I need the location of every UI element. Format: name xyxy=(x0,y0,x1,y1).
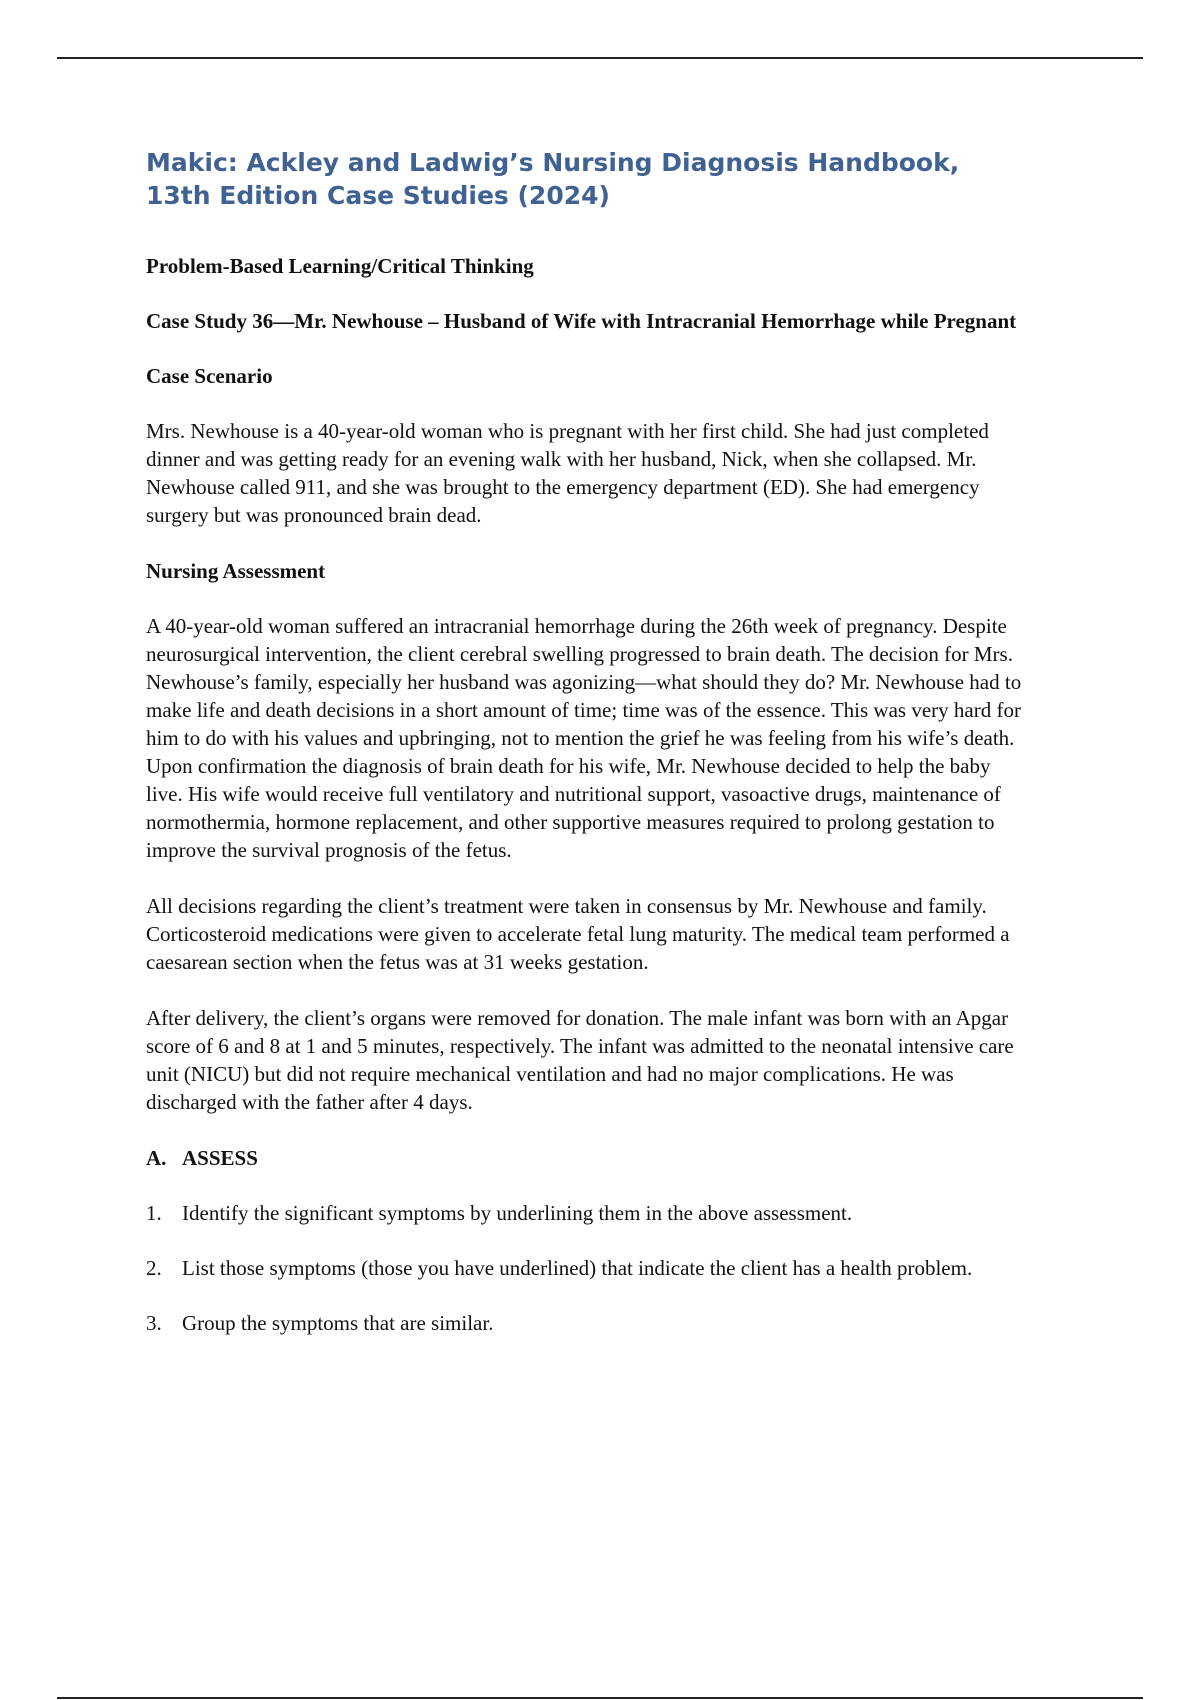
footer-rule xyxy=(57,1697,1143,1699)
document-page xyxy=(146,146,1026,1364)
task-list xyxy=(146,1199,1026,1337)
case-title: Case Study 36—Mr. Newhouse – Husband of Wife with Intracranial Hemorrhage while Pregnant xyxy=(146,309,1017,333)
list-item-number: 2. xyxy=(146,1256,162,1280)
assessment-heading: Nursing Assessment xyxy=(146,559,326,583)
section-marker: A. xyxy=(146,1146,167,1170)
list-item-number: 1. xyxy=(146,1201,162,1225)
scenario-paragraph: Mrs. Newhouse is a 40-year-old woman who is pregnant with her first child. She had just completed dinner and was getting ready for an evening walk with her husband, Nick, when she collapsed. Mr. Newhouse called 911, and she was brought to the emergency department (ED). She had emergency surgery but was pronounced brain dead. xyxy=(146,419,989,527)
assessment-paragraph: A 40-year-old woman suffered an intracranial hemorrhage during the 26th week of pregnancy. Despite neurosurgical intervention, the client cerebral swelling progressed to brain death. The decision for Mrs. Newhouse’s family, especially her husband was agonizing—what should they do? Mr. Newhouse had to make life and death decisions in a short amount of time; time was of the essence. This was very hard for him to do with his values and upbringing, not to mention the grief he was feeling from his wife’s death. Upon confirmation the diagnosis of brain death for his wife, Mr. Newhouse decided to help the baby live. His wife would receive full ventilatory and nutritional support, vasoactive drugs, maintenance of normothermia, hormone replacement, and other supportive measures required to prolong gestation to improve the survival prognosis of the fetus. xyxy=(146,614,1022,862)
header-rule xyxy=(57,57,1143,59)
list-item xyxy=(146,1254,1032,1282)
list-item-text: Group the symptoms that are similar. xyxy=(182,1311,494,1335)
assessment-paragraph: After delivery, the client’s organs were removed for donation. The male infant was born with an Apgar score of 6 and 8 at 1 and 5 minutes, respectively. The infant was admitted to the neonatal intensive care unit (NICU) but did not require mechanical ventilation and had no major complications. He was discharged with the father after 4 days. xyxy=(146,1006,1014,1114)
section-a-heading xyxy=(146,1144,1026,1172)
scenario-heading: Case Scenario xyxy=(146,364,273,388)
list-item-text: Identify the significant symptoms by underlining them in the above assessment. xyxy=(182,1201,853,1225)
list-item-number: 3. xyxy=(146,1311,162,1335)
list-item-text: List those symptoms (those you have underlined) that indicate the client has a health problem. xyxy=(182,1256,973,1280)
document-title: Makic: Ackley and Ladwig’s Nursing Diagnosis Handbook, 13th Edition Case Studies (2024) xyxy=(146,148,960,210)
list-item xyxy=(146,1199,1032,1227)
assessment-paragraph: All decisions regarding the client’s treatment were taken in consensus by Mr. Newhouse and family. Corticosteroid medications were given to accelerate fetal lung maturity. The medical team performed a caesarean section when the fetus was at 31 weeks gestation. xyxy=(146,894,1010,974)
list-item xyxy=(146,1309,1032,1337)
section-label: ASSESS xyxy=(182,1146,258,1170)
subtitle-heading: Problem-Based Learning/Critical Thinking xyxy=(146,254,534,278)
